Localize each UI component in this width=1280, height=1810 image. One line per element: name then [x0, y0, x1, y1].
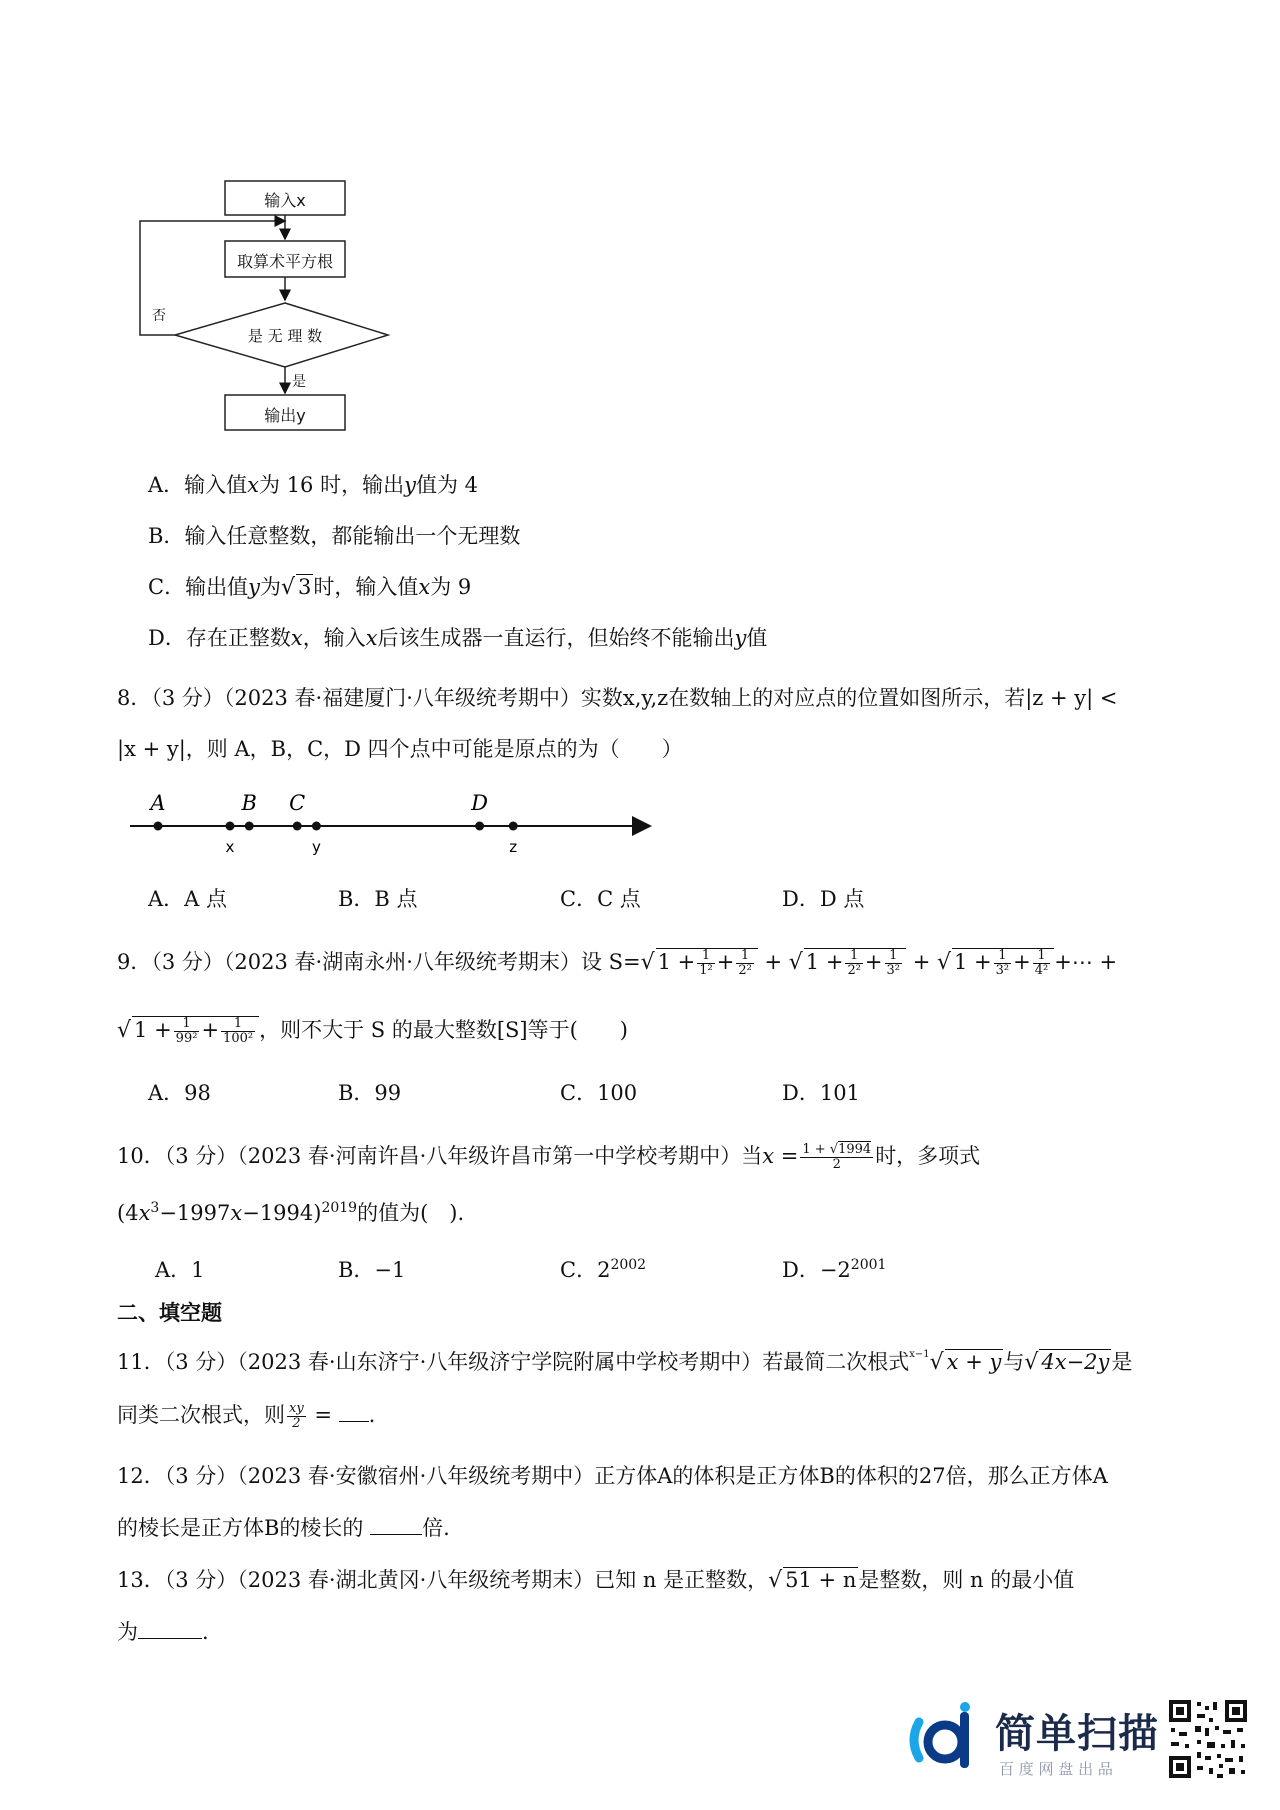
q11-answer-blank[interactable]	[339, 1401, 369, 1422]
q9-option-a: A．98	[148, 1081, 211, 1105]
qr-code-icon[interactable]	[1167, 1698, 1249, 1780]
variable-point-x	[226, 822, 235, 831]
q8-option-a: A．A 点	[148, 887, 228, 911]
point-label-B: B	[241, 791, 257, 815]
q8-option-c: C．C 点	[560, 887, 641, 911]
q7-option-b: B．输入任意整数，都能输出一个无理数	[148, 524, 521, 548]
q7-option-a: A．输入值x为 16 时，输出y值为 4	[148, 473, 479, 497]
point-label-D: D	[471, 791, 489, 815]
q11-stem-line2: 同类二次根式，则 $\frac{xy}{2}$ = .	[117, 1401, 376, 1431]
variable-point-y	[312, 822, 321, 831]
q7-option-d: D．存在正整数x，输入x后该生成器一直运行，但始终不能输出y值	[148, 626, 768, 650]
flowchart-decision: 是 无 理 数	[247, 327, 323, 345]
point-D	[475, 822, 484, 831]
flowchart-output-box: 输出y	[264, 406, 306, 425]
q8-stem-line1: 8．（3 分）（2023 春·福建厦门·八年级统考期中）实数x,y,z在数轴上的对应点的位置如图所示，若|z + y| <	[117, 686, 1118, 710]
q13-answer-blank[interactable]	[138, 1618, 202, 1639]
scanner-watermark	[905, 1690, 1265, 1800]
q12-stem-line2: 的棱长是正方体B的棱长的 倍.	[117, 1516, 450, 1540]
q11-stem-line1: 11．（3 分）（2023 春·山东济宁·八年级济宁学院附属中学校考期中）若最简二次根式$^{x-1}$√ x + y与√ 4x−2y是	[117, 1349, 1133, 1375]
point-B	[245, 822, 254, 831]
flowchart-no-label: 否	[152, 308, 166, 324]
q10-option-b: B．−1	[338, 1258, 406, 1282]
variable-point-z	[509, 822, 518, 831]
q13-stem-line2: 为 .	[117, 1620, 209, 1644]
point-label-C: C	[289, 791, 306, 815]
q8-number-line	[128, 785, 658, 860]
scanner-logo-icon	[905, 1700, 985, 1780]
q8-stem-line2: |x + y|，则 A，B，C，D 四个点中可能是原点的为（ ）	[117, 737, 683, 761]
q8-option-d: D．D 点	[782, 887, 865, 911]
point-A	[154, 822, 163, 831]
variable-label-z: z	[509, 838, 518, 856]
q9-stem-line2: √ 1 + $\frac{1}{\text{99²}}$ + $\frac{1}{\text{100²}}$ ，则不大于 S 的最大整数[S]等于( )	[117, 1016, 628, 1046]
point-C	[293, 822, 302, 831]
flowchart-input-box: 输入x	[264, 191, 306, 210]
q8-option-b: B．B 点	[338, 887, 418, 911]
flowchart-yes-label: 是	[292, 374, 306, 390]
q12-answer-blank[interactable]	[370, 1514, 422, 1535]
q7-option-c: C．输出值y为√ 3时，输入值x为 9	[148, 575, 472, 600]
q10-option-a: A．1	[155, 1258, 205, 1282]
flowchart-sqrt-box: 取算术平方根	[236, 252, 333, 271]
q9-stem-line1: 9．（3 分）（2023 春·湖南永州·八年级统考期末）设 S=√ 1 + $\frac{1}{\text{1²}}$ + $\frac{1}{\text{2²}}$ + √ 1 + $\frac{1}{\text{2²}}$ + $\frac{1}{\text{3²}}$ + √ 1 + $\frac{1}{\text{3²}}$ + $\frac{1}{\text{4²}}$ +⋯ +	[117, 948, 1118, 978]
q12-stem-line1: 12．（3 分）（2023 春·安徽宿州·八年级统考期中）正方体A的体积是正方体B的体积的27倍，那么正方体A	[117, 1464, 1108, 1488]
q10-option-c: C．$2^{2002}$	[560, 1257, 647, 1282]
q13-stem-line1: 13．（3 分）（2023 春·湖北黄冈·八年级统考期末）已知 n 是正整数，√ 51 + n是整数，则 n 的最小值	[117, 1568, 1075, 1593]
number-line-graphic	[128, 785, 658, 860]
section-heading: 二、填空题	[117, 1300, 222, 1325]
variable-label-x: x	[225, 838, 235, 856]
q9-option-c: C．100	[560, 1081, 638, 1105]
variable-label-y: y	[311, 838, 321, 856]
scanner-brand: 简单扫描	[995, 1711, 1159, 1757]
q10-stem-line1: 10．（3 分）（2023 春·河南许昌·八年级许昌市第一中学校考期中）当x = $\frac{1 + √1994}{2}$ 时，多项式	[117, 1142, 981, 1172]
q9-option-d: D．101	[782, 1081, 860, 1105]
q9-option-b: B．99	[338, 1081, 402, 1105]
point-label-A: A	[150, 791, 166, 815]
scanner-subtitle: 百 度 网 盘 出 品	[999, 1760, 1113, 1778]
q10-option-d: D．$-2^{2001}$	[782, 1257, 887, 1282]
q10-stem-line2: $(4x^3-1997x-1994)^{2019}$的值为( ).	[117, 1200, 465, 1225]
flowchart	[130, 175, 400, 440]
flowchart-graphic	[130, 175, 400, 440]
